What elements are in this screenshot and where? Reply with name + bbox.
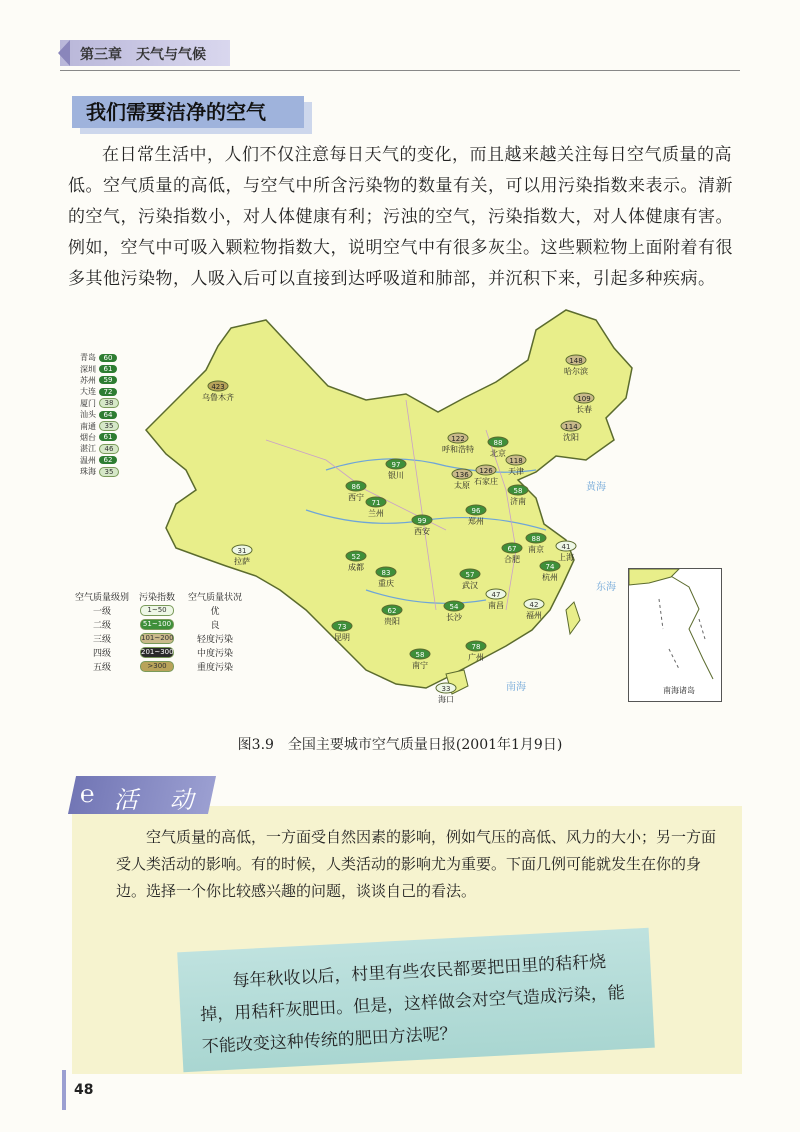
city-name: 杭州 [542, 573, 558, 582]
city-value: 73 [337, 623, 347, 631]
coastal-city-value: 46 [99, 444, 119, 454]
city-name: 长沙 [446, 613, 462, 622]
legend-range: 101~200 [141, 633, 174, 642]
city-value: 47 [491, 591, 501, 599]
coastal-city-name: 烟台 [80, 432, 96, 442]
city-name: 天津 [508, 467, 524, 476]
legend-level: 五级 [92, 662, 111, 673]
sea-label: 黄海 [586, 482, 606, 493]
city-value: 114 [564, 423, 578, 431]
city-name: 郑州 [468, 517, 484, 526]
legend-range: 51~100 [140, 619, 174, 630]
coastal-city-row [70, 432, 119, 443]
south-china-sea-inset [628, 568, 722, 702]
legend-range-cell [134, 647, 180, 658]
city-name: 沈阳 [563, 433, 579, 442]
city-value: 71 [371, 499, 381, 507]
city-name: 西安 [414, 527, 430, 536]
legend-range-cell [134, 661, 180, 672]
inset-label: 南海诸岛 [663, 686, 695, 695]
chapter-title: 第三章 天气与气候 [80, 47, 206, 63]
inset-land [629, 569, 679, 585]
page-number-mark [62, 1070, 66, 1110]
legend-range-cell [134, 633, 180, 644]
legend-row [70, 659, 250, 673]
coastal-city-value: 38 [99, 398, 119, 408]
city-name: 哈尔滨 [564, 367, 588, 376]
activity-title [72, 776, 222, 814]
city-value: 118 [509, 457, 523, 465]
city-value: 83 [381, 569, 391, 577]
coastal-city-value: 59 [99, 376, 117, 384]
legend-header: 空气质量状况 [187, 593, 242, 603]
legend-range: 201~300 [141, 647, 174, 656]
coastal-city-value: 61 [99, 433, 117, 441]
inset-coast [629, 575, 713, 679]
legend-row [70, 603, 250, 617]
chapter-arrow-icon [58, 40, 70, 66]
city-name: 济南 [510, 497, 526, 506]
city-name: 上海 [558, 553, 574, 562]
city-value: 88 [493, 439, 503, 447]
city-value: 41 [561, 543, 571, 551]
legend-header: 空气质量级别 [74, 593, 129, 603]
legend-row [70, 645, 250, 659]
sea-label: 南海 [506, 682, 526, 693]
city-name: 西宁 [348, 493, 364, 502]
legend-level: 四级 [92, 648, 111, 659]
legend-level: 三级 [92, 634, 111, 645]
city-value: 78 [471, 643, 481, 651]
city-value: 33 [441, 685, 451, 693]
city-value: 42 [529, 601, 539, 609]
coastal-city-row [70, 375, 119, 386]
body-paragraph: 在日常生活中，人们不仅注意每日天气的变化，而且越来越关注每日空气质量的高低。空气质量的高低，与空气中所含污染物的数量有关，可以用污染指数来表示。清新的空气，污染指数小，对人体健康有利；污浊的空气，污染指数大，对人体健康有害。例如，空气中可吸入颗粒物指数大，说明空气中有很多灰尘。这些颗粒物上面附着有很多其他污染物，人吸入后可以直接到达呼吸道和肺部，并沉积下来，引起多种疾病。 [68, 145, 733, 289]
city-name: 兰州 [368, 509, 384, 518]
legend-level: 二级 [92, 620, 111, 631]
city-name: 南宁 [412, 661, 428, 670]
city-value: 74 [545, 563, 555, 571]
city-value: 99 [417, 517, 427, 525]
coastal-city-name: 大连 [80, 387, 96, 397]
note-text: 每年秋收以后，村里有些农民都要把田里的秸秆烧掉，用秸秆灰肥田。但是，这样做会对空气造成污染，能不能改变这种传统的肥田方法呢？ [199, 951, 626, 1058]
legend-row [70, 631, 250, 645]
coastal-city-row [70, 363, 119, 374]
city-value: 54 [449, 603, 459, 611]
city-name: 南京 [528, 545, 544, 554]
city-name: 银川 [388, 471, 404, 480]
section-title: 我们需要洁净的空气 [72, 96, 304, 128]
city-name: 乌鲁木齐 [202, 393, 234, 402]
city-value: 62 [387, 607, 397, 615]
city-name: 拉萨 [234, 557, 250, 566]
city-name: 北京 [490, 449, 506, 458]
legend-rows [70, 603, 250, 673]
city-name: 石家庄 [474, 477, 498, 486]
city-value: 96 [471, 507, 481, 515]
legend-range: >300 [140, 661, 174, 672]
coastal-city-name: 南通 [80, 421, 96, 431]
coastal-city-name: 珠海 [80, 467, 96, 477]
city-name: 昆明 [334, 633, 350, 642]
city-value: 58 [415, 651, 425, 659]
city-name: 太原 [454, 481, 470, 490]
inset-map-svg [629, 569, 721, 701]
air-quality-legend [70, 590, 250, 673]
coastal-city-name: 厦门 [80, 398, 96, 408]
inset-dashes [659, 599, 705, 669]
legend-status: 轻度污染 [196, 634, 233, 645]
city-value: 86 [351, 483, 361, 491]
coastal-city-value: 35 [99, 421, 119, 431]
header-rule [60, 70, 740, 71]
sea-label: 东海 [596, 582, 616, 593]
city-name: 合肥 [504, 555, 520, 564]
coastal-city-name: 苏州 [80, 375, 96, 385]
city-value: 57 [465, 571, 475, 579]
city-value: 423 [211, 383, 225, 391]
city-value: 52 [351, 553, 361, 561]
city-name: 贵阳 [384, 617, 400, 626]
coastal-city-value: 35 [99, 467, 119, 477]
city-name: 广州 [468, 653, 484, 662]
coastal-city-name: 湛江 [80, 444, 96, 454]
city-name: 长春 [576, 405, 592, 414]
chapter-tab [60, 40, 230, 66]
city-value: 88 [531, 535, 541, 543]
coastal-city-name: 深圳 [80, 364, 96, 374]
coastal-city-value: 61 [99, 365, 117, 373]
coastal-city-legend [70, 352, 119, 477]
coastal-city-value: 72 [99, 388, 117, 396]
coastal-city-name: 温州 [80, 455, 96, 465]
coastal-city-row [70, 398, 119, 409]
legend-header: 污染指数 [138, 593, 175, 603]
legend-status: 优 [210, 606, 220, 617]
city-value: 67 [507, 545, 517, 553]
legend-range: 1~50 [140, 605, 174, 616]
city-name: 福州 [526, 611, 542, 620]
coastal-city-value: 62 [99, 456, 117, 464]
coastal-city-row [70, 352, 119, 363]
legend-status: 中度污染 [196, 648, 233, 659]
page-number: 48 [74, 1082, 94, 1098]
city-name: 重庆 [378, 579, 394, 588]
city-value: 31 [237, 547, 247, 555]
city-value: 126 [479, 467, 493, 475]
city-value: 58 [513, 487, 523, 495]
legend-status: 重度污染 [196, 662, 233, 673]
city-name: 成都 [348, 563, 364, 572]
taiwan-island [566, 602, 580, 634]
city-name: 呼和浩特 [442, 445, 474, 454]
city-name: 海口 [438, 695, 454, 704]
city-value: 148 [569, 357, 583, 365]
activity-title-text: 活 动 [114, 786, 206, 814]
coastal-city-value: 60 [99, 354, 117, 362]
figure-caption: 图3.9 全国主要城市空气质量日报(2001年1月9日) [237, 737, 563, 753]
coastal-city-row [70, 466, 119, 477]
coastal-city-row [70, 455, 119, 466]
city-name: 武汉 [462, 581, 478, 590]
coastal-city-row [70, 420, 119, 431]
coastal-city-name: 青岛 [80, 353, 96, 363]
legend-header-row [70, 590, 250, 603]
activity-paragraph: 空气质量的高低，一方面受自然因素的影响，例如气压的高低、风力的大小；另一方面受人类活动的影响。有的时候，人类活动的影响尤为重要。下面几例可能就发生在你的身边。选择一个你比较感兴趣的问题，谈谈自己的看法。 [116, 828, 717, 900]
legend-range-cell [134, 605, 180, 616]
activity-e-icon: ℮ [80, 780, 95, 808]
city-value: 97 [391, 461, 401, 469]
city-value: 136 [455, 471, 469, 479]
legend-level: 一级 [92, 606, 111, 617]
coastal-city-row [70, 386, 119, 397]
coastal-city-row [70, 443, 119, 454]
city-value: 109 [577, 395, 591, 403]
legend-range-cell [134, 619, 180, 630]
coastal-city-name: 汕头 [80, 410, 96, 420]
city-value: 122 [451, 435, 465, 443]
city-name: 南昌 [488, 601, 504, 610]
coastal-city-row [70, 409, 119, 420]
coastal-city-value: 64 [99, 411, 117, 419]
legend-row [70, 617, 250, 631]
legend-status: 良 [210, 620, 220, 631]
